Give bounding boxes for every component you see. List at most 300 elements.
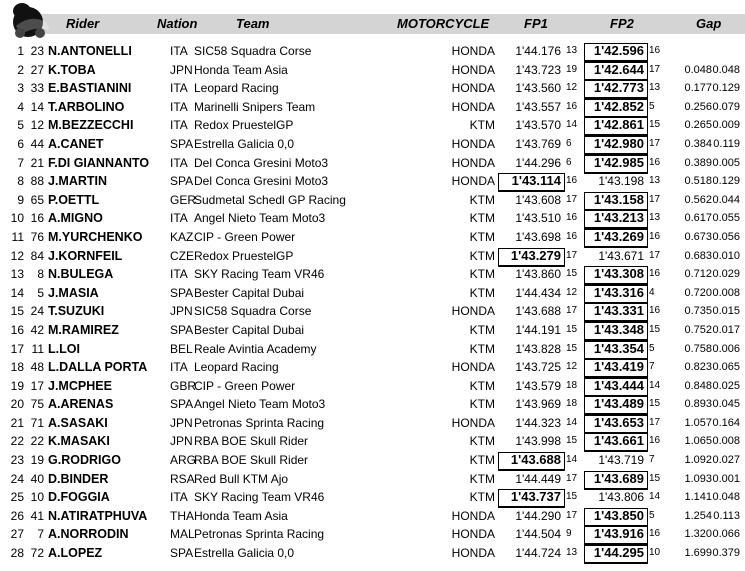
rider-number: 24 [30, 304, 44, 319]
position: 11 [11, 229, 24, 244]
fp1-lap: 16 [566, 175, 578, 187]
gap-to-leader: 0.177 [684, 82, 712, 95]
position: 13 [10, 267, 24, 282]
fp1-time: 1'43.114 [511, 173, 561, 189]
fp1-lap: 12 [566, 361, 578, 373]
rider-number: 10 [30, 490, 44, 505]
position: 21 [10, 415, 24, 430]
nation: ARG [170, 453, 197, 468]
rider-name: L.DALLA PORTA [48, 360, 148, 375]
position: 7 [17, 155, 24, 170]
fp1-lap: 6 [566, 137, 572, 149]
table-row [0, 42, 745, 61]
best-time-box [584, 136, 648, 155]
fp2-time: 1'43.331 [593, 303, 644, 319]
table-row [0, 172, 745, 191]
gap-to-leader: 1.092 [684, 454, 712, 467]
team-name: Estrella Galicia 0,0 [194, 546, 295, 561]
header-rider: Rider [66, 16, 100, 31]
gap-to-previous: 0.065 [712, 361, 740, 374]
table-row [0, 340, 745, 359]
fp1-lap: 17 [566, 305, 578, 317]
gap-to-leader: 1.093 [684, 472, 712, 485]
fp1-time: 1'44.724 [515, 546, 561, 561]
rider-number: 48 [30, 360, 44, 375]
table-row [0, 414, 745, 433]
rider-name: A.SASAKI [48, 415, 108, 430]
gap-to-leader: 0.562 [684, 193, 712, 206]
team-name: RBA BOE Skull Rider [194, 453, 309, 468]
fp2-time: 1'42.852 [593, 98, 644, 114]
rider-name: A.NORRODIN [48, 527, 129, 542]
motorcycle: KTM [469, 248, 495, 263]
rider-name: G.RODRIGO [48, 453, 121, 468]
rider-number: 84 [30, 248, 44, 263]
gap-to-leader: 0.712 [684, 268, 712, 281]
rider-name: N.BULEGA [48, 267, 114, 282]
gap-to-previous: 0.006 [712, 342, 740, 355]
header-fp2: FP2 [610, 16, 634, 31]
fp1-time: 1'44.296 [515, 155, 561, 170]
fp1-time: 1'43.510 [515, 211, 561, 226]
table-row [0, 525, 745, 544]
fp1-lap: 16 [566, 230, 578, 242]
position: 23 [10, 453, 24, 468]
rider-number: 40 [30, 471, 44, 486]
gap-to-leader: 1.320 [684, 528, 712, 541]
nation: SPA [170, 322, 194, 337]
rider-number: 14 [30, 99, 44, 114]
fp1-lap: 15 [566, 491, 578, 503]
best-time-box [584, 210, 648, 229]
rider-number: 33 [30, 81, 44, 96]
fp2-lap: 17 [649, 63, 661, 75]
fp1-time: 1'43.688 [510, 452, 561, 468]
best-time-box [498, 173, 565, 192]
rider-name: T.ARBOLINO [48, 99, 125, 114]
best-time-box [584, 322, 648, 341]
motorcycle: KTM [469, 118, 495, 133]
fp2-lap: 13 [649, 212, 661, 224]
rider-name: K.TOBA [48, 62, 96, 77]
position: 24 [10, 471, 24, 486]
header-team: Team [236, 16, 270, 31]
best-time-box [584, 155, 648, 174]
fp1-lap: 17 [566, 472, 578, 484]
fp2-lap: 15 [649, 398, 661, 410]
fp1-lap: 17 [566, 193, 578, 205]
gap-to-leader: 0.265 [684, 119, 712, 132]
team-name: CIP - Green Power [194, 229, 296, 244]
gap-to-previous: 0.379 [712, 547, 740, 560]
fp1-time: 1'43.769 [515, 136, 561, 151]
fp2-lap: 16 [649, 156, 661, 168]
rider-name: J.MARTIN [48, 174, 108, 189]
best-time-box [584, 303, 648, 322]
nation: GER [170, 192, 197, 207]
best-time-box [584, 266, 648, 285]
motorcycle: HONDA [451, 136, 495, 151]
motorcycle: KTM [469, 192, 495, 207]
fp2-time: 1'43.308 [593, 266, 644, 282]
table-row [0, 209, 745, 228]
motorcycle: KTM [469, 285, 495, 300]
rider-name: D.FOGGIA [48, 490, 110, 505]
gap-to-previous: 0.079 [712, 100, 740, 113]
fp1-time: 1'44.176 [515, 44, 561, 58]
fp2-time: 1'43.661 [593, 433, 644, 449]
motorcycle: HONDA [451, 62, 495, 77]
fp2-time: 1'43.489 [593, 396, 644, 412]
position: 6 [17, 136, 24, 151]
rider-name: A.LOPEZ [48, 546, 103, 561]
gap-to-previous: 0.045 [712, 398, 740, 411]
nation: SPA [170, 285, 194, 300]
table-row [0, 61, 745, 80]
fp2-time: 1'43.671 [598, 248, 644, 263]
gap-to-leader: 1.057 [684, 416, 712, 429]
team-name: Leopard Racing [194, 81, 279, 96]
fp1-lap: 15 [566, 342, 578, 354]
rider-name: J.MCPHEE [48, 378, 112, 393]
fp1-lap: 13 [566, 547, 578, 559]
gap-to-previous: 0.009 [712, 119, 740, 132]
header-bar [30, 14, 745, 34]
nation: THA [170, 508, 194, 523]
team-name: SIC58 Squadra Corse [194, 304, 312, 319]
fp1-time: 1'43.969 [515, 397, 561, 412]
rider-name: A.ARENAS [48, 397, 114, 412]
results-header [0, 0, 745, 32]
best-time-box [584, 415, 648, 434]
fp2-time: 1'43.419 [593, 359, 644, 375]
gap-to-leader: 1.141 [684, 491, 712, 504]
rider-name: A.CANET [48, 136, 104, 151]
rider-number: 41 [30, 508, 44, 523]
gap-to-leader: 0.758 [684, 342, 712, 355]
nation: GBR [170, 378, 197, 393]
fp2-lap: 5 [649, 100, 655, 112]
fp2-time: 1'42.980 [593, 135, 644, 151]
fp2-time: 1'43.444 [593, 377, 644, 393]
fp1-time: 1'44.191 [515, 322, 561, 337]
rider-name: D.BINDER [48, 471, 109, 486]
team-name: Reale Avintia Academy [194, 341, 317, 356]
team-name: Petronas Sprinta Racing [194, 415, 325, 430]
gap-to-previous: 0.010 [712, 249, 740, 262]
rider-number: 75 [30, 397, 44, 412]
motorcycle: KTM [469, 322, 495, 337]
gap-to-leader: 0.893 [684, 398, 712, 411]
gap-to-previous: 0.164 [712, 416, 740, 429]
nation: ITA [170, 44, 188, 58]
motorcycle-rider-icon [0, 0, 64, 40]
motorcycle: HONDA [451, 360, 495, 375]
fp2-time: 1'43.850 [593, 507, 644, 523]
motorcycle: KTM [469, 341, 495, 356]
table-row [0, 358, 745, 377]
nation: RSA [170, 471, 195, 486]
fp1-time: 1'43.608 [515, 192, 561, 207]
gap-to-leader: 0.256 [684, 100, 712, 113]
fp2-time: 1'43.719 [598, 453, 644, 468]
best-time-box [584, 433, 648, 452]
rider-number: 17 [30, 378, 44, 393]
gap-to-previous: 0.129 [712, 82, 740, 95]
nation: ITA [170, 81, 188, 96]
fp2-time: 1'42.596 [593, 43, 644, 58]
position: 20 [10, 397, 24, 412]
gap-to-previous: 0.113 [713, 509, 740, 522]
nation: MAL [170, 527, 195, 542]
fp1-lap: 17 [566, 249, 578, 261]
best-time-box [498, 452, 565, 471]
best-time-box [584, 192, 648, 211]
position: 8 [17, 174, 24, 189]
motorcycle: HONDA [451, 415, 495, 430]
motorcycle: HONDA [451, 174, 495, 189]
nation: KAZ [170, 229, 194, 244]
best-time-box [584, 508, 648, 527]
gap-to-leader: 0.848 [684, 379, 712, 392]
team-name: Honda Team Asia [194, 508, 288, 523]
position: 26 [10, 508, 24, 523]
nation: ITA [170, 99, 188, 114]
team-name: Angel Nieto Team Moto3 [194, 211, 326, 226]
rider-name: M.BEZZECCHI [48, 118, 134, 133]
team-name: CIP - Green Power [194, 378, 296, 393]
table-row [0, 395, 745, 414]
rider-number: 21 [30, 155, 44, 170]
best-time-box [584, 378, 648, 397]
rider-number: 5 [37, 285, 44, 300]
fp1-time: 1'43.698 [515, 229, 561, 244]
nation: ITA [170, 360, 188, 375]
rider-number: 76 [30, 229, 44, 244]
fp2-time: 1'42.985 [593, 154, 644, 170]
header-nation: Nation [157, 16, 198, 31]
team-name: Marinelli Snipers Team [194, 99, 316, 114]
motorcycle: HONDA [451, 81, 495, 96]
table-row [0, 79, 745, 98]
team-name: Del Conca Gresini Moto3 [194, 155, 329, 170]
nation: ITA [170, 211, 188, 226]
rider-number: 8 [37, 267, 44, 282]
fp1-lap: 18 [566, 379, 578, 391]
motorcycle: HONDA [451, 546, 495, 561]
position: 27 [10, 527, 24, 542]
position: 14 [10, 285, 24, 300]
motorcycle: KTM [469, 378, 495, 393]
fp1-time: 1'44.290 [515, 508, 561, 523]
table-row [0, 135, 745, 154]
rider-number: 42 [30, 322, 44, 337]
best-time-box [498, 248, 565, 267]
table-row [0, 451, 745, 470]
rider-number: 16 [30, 211, 44, 226]
header-fp1: FP1 [524, 16, 548, 31]
gap-to-previous: 0.055 [712, 212, 740, 225]
fp2-time: 1'42.861 [593, 117, 644, 133]
motorcycle: HONDA [451, 44, 495, 58]
fp2-lap: 16 [649, 45, 661, 56]
nation: SPA [170, 546, 194, 561]
gap-to-previous: 0.119 [713, 137, 740, 150]
fp2-lap: 17 [649, 249, 661, 261]
fp1-lap: 16 [566, 212, 578, 224]
fp2-time: 1'43.354 [593, 340, 644, 356]
fp1-time: 1'43.557 [515, 99, 561, 114]
fp2-lap: 17 [649, 193, 661, 205]
position: 28 [10, 546, 24, 561]
fp1-lap: 14 [566, 454, 578, 466]
table-row [0, 488, 745, 507]
fp1-time: 1'43.723 [515, 62, 561, 77]
nation: ITA [170, 490, 188, 505]
header-motorcycle: MOTORCYCLE [397, 16, 490, 31]
nation: ITA [170, 118, 188, 133]
table-row [0, 507, 745, 526]
rider-number: 88 [30, 174, 44, 189]
position: 4 [17, 99, 24, 114]
position: 17 [10, 341, 24, 356]
fp2-lap: 17 [649, 416, 661, 428]
fp2-lap: 14 [649, 379, 661, 391]
fp1-lap: 14 [566, 119, 578, 131]
table-row [0, 191, 745, 210]
rider-name: P.OETTL [48, 192, 100, 207]
gap-to-previous: 0.048 [712, 63, 740, 76]
best-time-box [584, 396, 648, 415]
gap-to-leader: 0.384 [684, 137, 712, 150]
fp1-lap: 13 [566, 45, 578, 56]
team-name: Redox PruestelGP [194, 248, 294, 263]
fp1-lap: 12 [566, 286, 578, 298]
team-name: Red Bull KTM Ajo [194, 471, 289, 486]
table-row [0, 470, 745, 489]
table-row [0, 116, 745, 135]
nation: JPN [170, 62, 193, 77]
position: 3 [17, 81, 24, 96]
gap-to-leader: 1.699 [684, 547, 712, 560]
motorcycle: KTM [469, 471, 495, 486]
fp1-time: 1'43.688 [515, 304, 561, 319]
gap-to-previous: 0.017 [712, 323, 740, 336]
gap-to-leader: 0.617 [684, 212, 712, 225]
fp2-lap: 7 [649, 454, 655, 466]
team-name: Sudmetal Schedl GP Racing [194, 192, 346, 207]
position: 12 [10, 248, 24, 263]
position: 15 [10, 304, 24, 319]
gap-to-previous: 0.044 [712, 193, 740, 206]
fp2-time: 1'43.269 [593, 228, 644, 244]
fp1-lap: 19 [566, 63, 578, 75]
fp1-lap: 16 [566, 100, 578, 112]
team-name: Petronas Sprinta Racing [194, 527, 325, 542]
gap-to-previous: 0.056 [712, 230, 740, 243]
rider-name: L.LOI [48, 341, 80, 356]
team-name: Leopard Racing [194, 360, 279, 375]
fp2-lap: 14 [649, 491, 661, 503]
fp2-lap: 17 [649, 137, 661, 149]
rider-name: N.ATIRATPHUVA [48, 508, 148, 523]
position: 16 [10, 322, 24, 337]
motorcycle: KTM [469, 434, 495, 449]
motorcycle: KTM [469, 453, 495, 468]
table-row [0, 284, 745, 303]
gap-to-leader: 0.389 [684, 156, 712, 169]
fp1-lap: 15 [566, 323, 578, 335]
fp1-lap: 14 [566, 416, 578, 428]
position: 22 [10, 434, 24, 449]
table-row [0, 98, 745, 117]
gap-to-previous: 0.029 [712, 268, 740, 281]
rider-number: 19 [30, 453, 44, 468]
fp2-lap: 16 [649, 305, 661, 317]
fp1-time: 1'43.279 [510, 247, 561, 263]
fp2-lap: 7 [649, 361, 655, 373]
gap-to-previous: 0.025 [712, 379, 740, 392]
fp1-time: 1'43.828 [515, 341, 561, 356]
fp2-time: 1'42.773 [593, 80, 644, 96]
fp2-lap: 16 [649, 435, 661, 447]
fp2-lap: 16 [649, 528, 661, 540]
motorcycle: HONDA [451, 99, 495, 114]
gap-to-leader: 0.720 [684, 286, 712, 299]
gap-to-previous: 0.005 [712, 156, 740, 169]
fp2-time: 1'43.158 [593, 191, 644, 207]
best-time-box [584, 285, 648, 304]
table-row [0, 544, 745, 563]
rider-name: M.RAMIREZ [48, 322, 119, 337]
fp2-time: 1'43.689 [593, 470, 644, 486]
fp1-time: 1'44.434 [515, 285, 561, 300]
position: 25 [10, 490, 24, 505]
motorcycle: HONDA [451, 508, 495, 523]
best-time-box [584, 341, 648, 360]
motorcycle: KTM [469, 490, 495, 505]
rider-number: 22 [30, 434, 44, 449]
team-name: SKY Racing Team VR46 [194, 490, 325, 505]
motorcycle: HONDA [451, 155, 495, 170]
nation: ITA [170, 267, 188, 282]
best-time-box [584, 99, 648, 118]
gap-to-previous: 0.066 [712, 528, 740, 541]
fp1-time: 1'43.579 [515, 378, 561, 393]
fp1-time: 1'43.570 [515, 118, 561, 133]
fp2-time: 1'43.348 [593, 321, 644, 337]
best-time-box [584, 43, 648, 62]
motorcycle: KTM [469, 397, 495, 412]
gap-to-previous: 0.008 [712, 435, 740, 448]
nation: JPN [170, 434, 193, 449]
nation: JPN [170, 304, 193, 319]
nation: JPN [170, 415, 193, 430]
gap-to-leader: 0.518 [684, 175, 712, 188]
motorcycle: HONDA [451, 304, 495, 319]
best-time-box [584, 545, 648, 564]
fp1-lap: 15 [566, 268, 578, 280]
gap-to-leader: 1.065 [684, 435, 712, 448]
rider-name: M.YURCHENKO [48, 229, 143, 244]
table-row [0, 321, 745, 340]
fp2-time: 1'42.644 [593, 61, 644, 77]
rider-name: F.DI GIANNANTO [48, 155, 150, 170]
rider-name: K.MASAKI [48, 434, 110, 449]
best-time-box [584, 471, 648, 490]
fp1-time: 1'43.560 [515, 81, 561, 96]
gap-to-leader: 0.823 [684, 361, 712, 374]
